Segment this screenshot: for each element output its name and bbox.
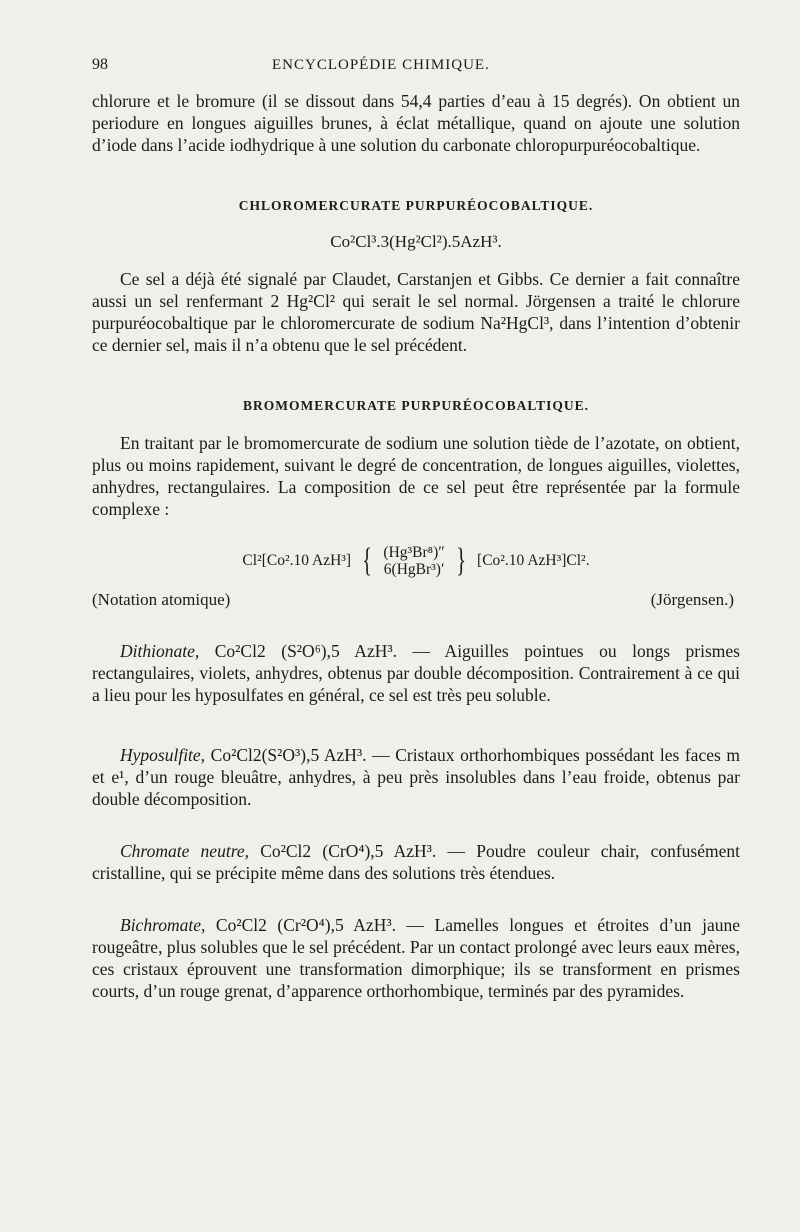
section-heading-chloromercurate: CHLOROMERCURATE PURPURÉOCOBALTIQUE. [238, 198, 594, 213]
running-header [92, 56, 740, 80]
page-number: 98 [92, 56, 108, 73]
bromomercurate-paragraph: En traitant par le bromomercurate de sodium une solution tiède de l’azotate, on obtient, plus ou moins rapidement, suivant le degré de concentration, de longues aiguilles, violettes, anhydres, rectangulaires. La composition de ce sel peut être représentée par la formule complexe : [92, 433, 740, 519]
compound-text: Co²Cl2 (S²O⁶),5 AzH³. — Aiguilles pointues ou longs prismes rectangulaires, violets, anhydres, obtenus par double décomposition. Contrairement à ce qui a lieu pour les hyposulfates en général, ce sel est très peu soluble. [92, 641, 740, 705]
compound-text: Co²Cl2 (CrO⁴),5 AzH³. — Poudre couleur chair, confusément cristalline, qui se précipite même dans des solutions très étendues. [92, 841, 740, 883]
chloromercurate-paragraph: Ce sel a déjà été signalé par Claudet, Carstanjen et Gibbs. Ce dernier a fait connaître aussi un sel renfermant 2 Hg²Cl² qui serait le sel normal. Jörgensen a traité le chlorure purpuréocobaltique par le chloromercurate de sodium Na²HgCl³, dans l’intention d’obtenir ce dernier sel, mais il n’a obtenu que le sel précédent. [92, 269, 740, 355]
notation-author: (Jörgensen.) [650, 590, 734, 609]
compound-dithionate [92, 640, 740, 706]
compound-text: Co²Cl2 (Cr²O⁴),5 AzH³. — Lamelles longues et étroites d’un jaune rougeâtre, plus solubles que le sel précédent. Par un contact prolongé avec leurs eaux mères, ces cristaux éprouvent une transformation dimorphique; ils se transforment en prismes courts, d’un rouge grenat, d’apparence orthorhombique, terminés par des pyramides. [92, 915, 740, 1001]
notation-row [92, 590, 740, 610]
compound-name: Hyposulfite, [120, 745, 206, 765]
left-brace-icon: { [362, 542, 373, 579]
complex-formula [92, 544, 740, 578]
right-brace-icon: } [455, 542, 466, 579]
formula-left: Cl²[Co².10 AzH³] [242, 552, 352, 569]
compound-name: Bichromate, [120, 915, 206, 935]
compound-bichromate [92, 914, 740, 1002]
compound-name: Chromate neutre, [120, 841, 249, 861]
compound-hyposulfite [92, 744, 740, 810]
section-heading-bromomercurate: BROMOMERCURATE PURPURÉOCOBALTIQUE. [242, 398, 590, 413]
formula-right: [Co².10 AzH³]Cl². [477, 552, 590, 569]
compound-name: Dithionate, [120, 641, 200, 661]
formula-stack [383, 544, 444, 578]
chloromercurate-formula: Co²Cl³.3(Hg²Cl²).5AzH³. [330, 232, 502, 251]
formula-stack-top: (Hg³Br⁸)″ [383, 544, 445, 561]
compound-text: Co²Cl2(S²O³),5 AzH³. — Cristaux orthorhombiques possédant les faces m et e¹, d’un rouge bleuâtre, anhydres, à peu près insolubles dans l’eau froide, obtenus par double décomposition. [92, 745, 740, 809]
intro-paragraph: chlorure et le bromure (il se dissout dans 54,4 parties d’eau à 15 degrés). On obtient un periodure en longues aiguilles brunes, à éclat métallique, quand on ajoute une solution d’iode dans l’acide iodhydrique à une solution du carbonate chloropurpuréocobaltique. [92, 91, 740, 155]
running-title: ENCYCLOPÉDIE CHIMIQUE. [272, 57, 490, 73]
notation-label: (Notation atomique) [92, 590, 231, 609]
compound-chromate-neutre [92, 840, 740, 884]
formula-stack-bottom: 6(HgBr³)′ [383, 561, 445, 578]
